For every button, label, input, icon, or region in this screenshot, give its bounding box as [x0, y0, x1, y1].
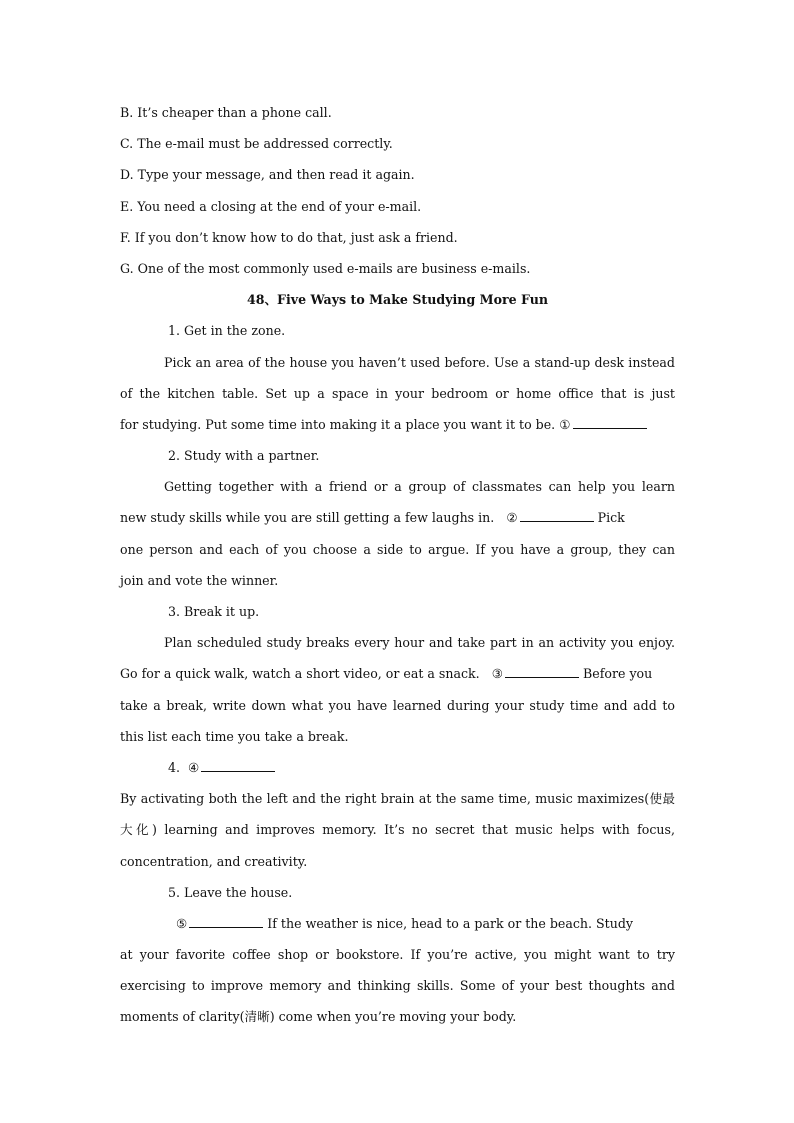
blank-3-number: ③ — [491, 666, 504, 682]
section-4-heading: 4. ④ — [120, 752, 675, 783]
passage-title: 48、Five Ways to Make Studying More Fun — [246, 292, 549, 308]
section-3-line-2: Go for a quick walk, watch a short video, or eat a snack. ③ Before you — [120, 658, 675, 689]
section-1-line-2: of the kitchen table. Set up a space in your bedroom or home office that is just — [120, 385, 675, 401]
blank-5[interactable] — [189, 913, 263, 928]
section-3-line-4: this list each time you take a break. — [120, 728, 349, 744]
blank-4-number: ④ — [188, 759, 200, 775]
option-f: F. If you don’t know how to do that, just ask a friend. — [120, 229, 458, 245]
section-4-line-3: concentration, and creativity. — [120, 853, 308, 869]
section-5-line-4: moments of clarity(清晰) come when you’re moving your body. — [120, 1009, 517, 1025]
section-3-heading: 3. Break it up. — [168, 604, 260, 619]
section-5-line-1: ⑤ If the weather is nice, head to a park or the beach. Study — [120, 908, 675, 939]
section-2-line-2: new study skills while you are still getting a few laughs in. ② Pick — [120, 502, 675, 533]
blank-1-number: ① — [559, 416, 571, 432]
option-e: E. You need a closing at the end of your e-mail. — [120, 198, 422, 214]
section-2-heading: 2. Study with a partner. — [168, 448, 320, 464]
section-1-line-1: Pick an area of the house you haven’t used before. Use a stand-up desk instead — [164, 354, 675, 370]
option-g: G. One of the most commonly used e-mails are business e-mails. — [120, 260, 531, 276]
blank-5-number: ⑤ — [176, 915, 188, 931]
blank-4[interactable] — [201, 757, 275, 772]
section-2-line-3: one person and each of you choose a side to argue. If you have a group, they can — [120, 541, 675, 557]
section-5-line-2: at your favorite coffee shop or bookstore. If you’re active, you might want to try — [120, 947, 675, 963]
document-page — [120, 97, 675, 1033]
section-3-line-3: take a break, write down what you have learned during your study time and add to — [120, 697, 675, 713]
section-4-line-1: By activating both the left and the right brain at the same time, music maximizes(使最 — [120, 791, 675, 807]
blank-3[interactable] — [505, 663, 579, 678]
section-2-line-1: Getting together with a friend or a group of classmates can help you learn — [164, 479, 675, 495]
section-5-line-3: exercising to improve memory and thinking skills. Some of your best thoughts and — [120, 978, 675, 994]
section-3-line-1: Plan scheduled study breaks every hour and take part in an activity you enjoy. — [164, 635, 675, 651]
blank-2[interactable] — [520, 507, 594, 522]
blank-2-number: ② — [506, 510, 518, 526]
section-1-line-3: for studying. Put some time into making it a place you want it to be. ① — [120, 409, 675, 440]
section-2-line-4: join and vote the winner. — [120, 572, 279, 588]
blank-1[interactable] — [573, 414, 647, 429]
section-1-heading: 1. Get in the zone. — [168, 323, 286, 339]
section-5-heading: 5. Leave the house. — [168, 884, 293, 900]
option-d: D. Type your message, and then read it again. — [120, 167, 415, 183]
option-c: C. The e-mail must be addressed correctly. — [120, 136, 393, 152]
option-b: B. It’s cheaper than a phone call. — [120, 105, 332, 120]
section-4-line-2: 大化) learning and improves memory. It’s no secret that music helps with focus, — [120, 822, 675, 838]
